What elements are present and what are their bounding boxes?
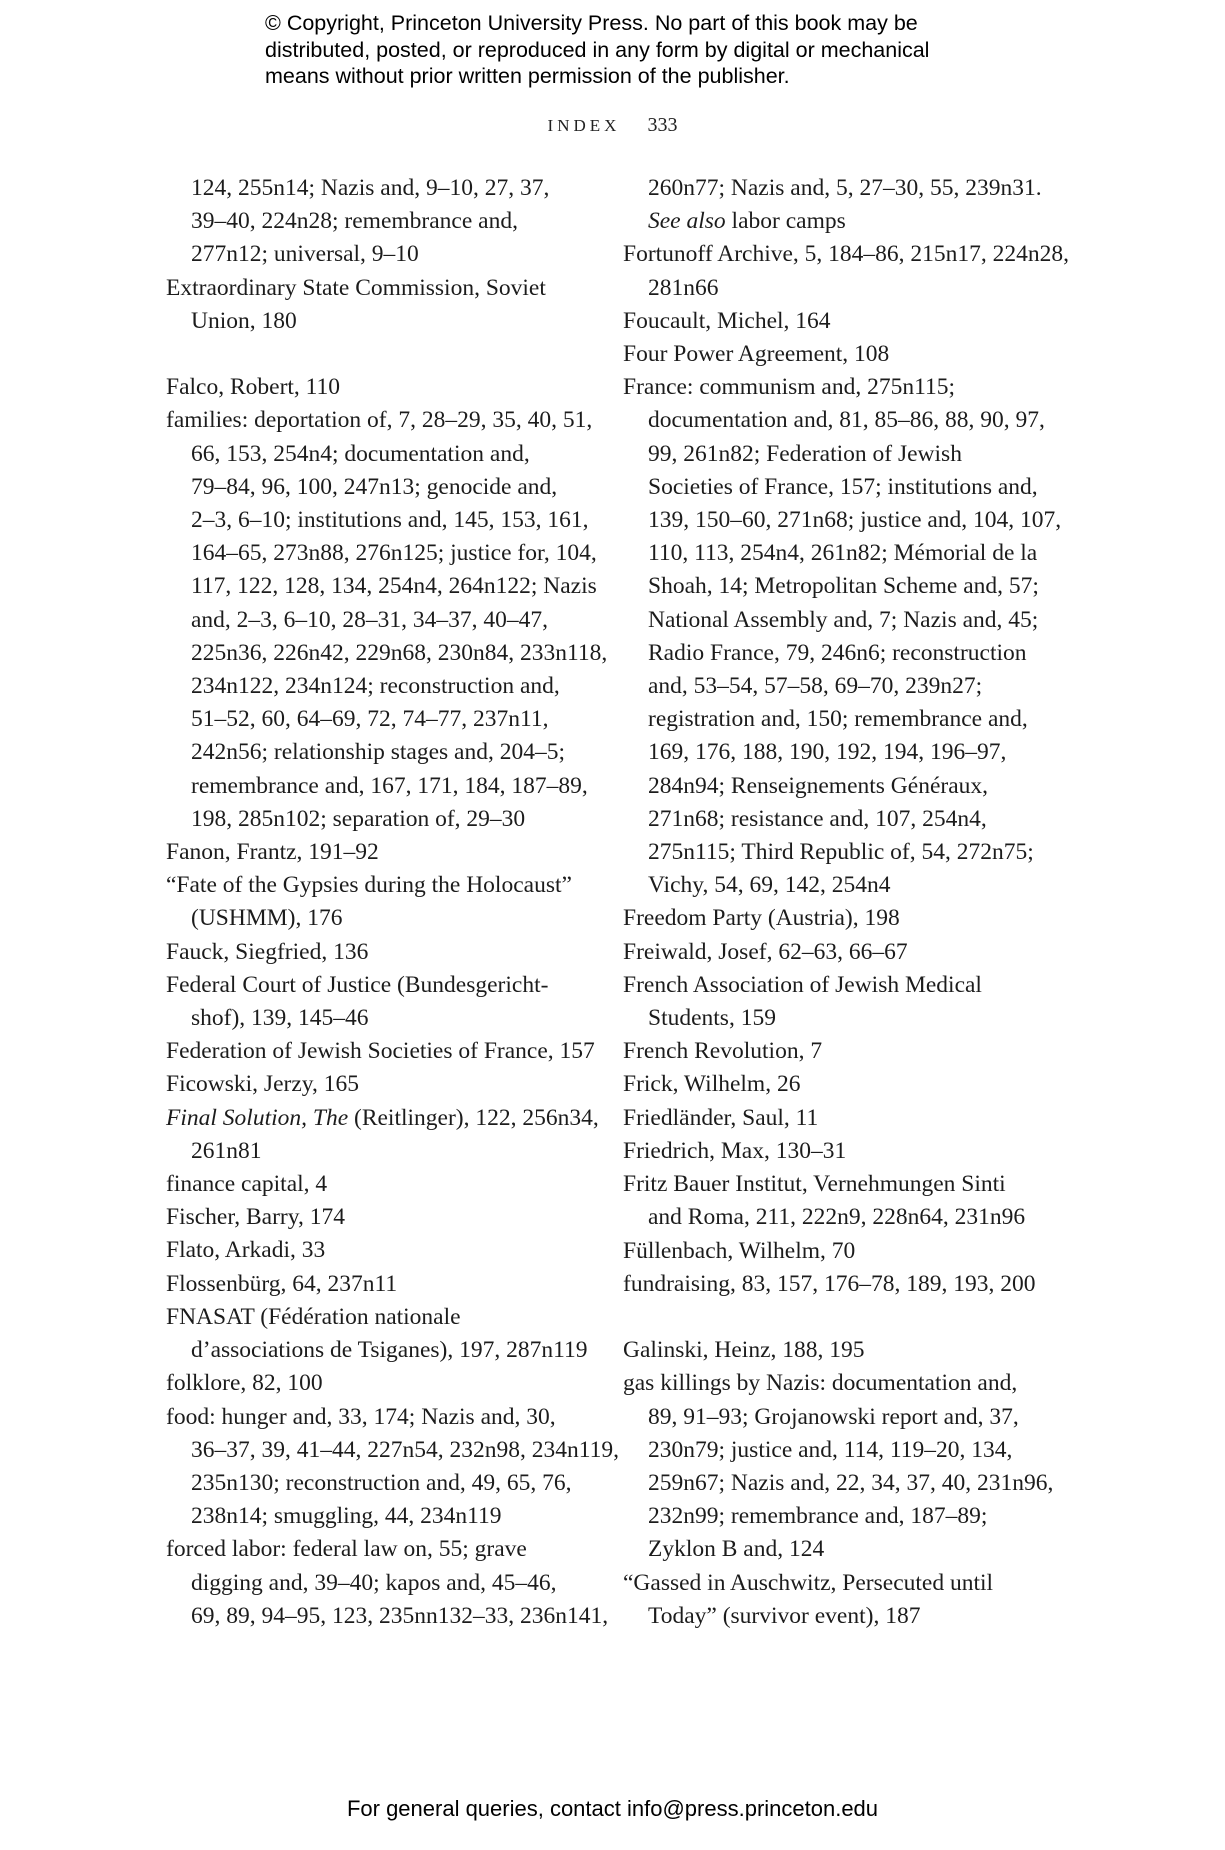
index-entry-text: Four Power Agreement, 108 xyxy=(623,341,890,368)
copyright-line: means without prior written permission of the publisher. xyxy=(265,64,790,88)
index-entry-text: Federation of Jewish Societies of France, 157 xyxy=(166,1038,595,1065)
index-entry-text: Freiwald, Josef, 62–63, 66–67 xyxy=(623,938,908,965)
index-entry xyxy=(623,936,1063,969)
index-entry-continuation xyxy=(166,1567,596,1600)
index-entry xyxy=(623,1235,1063,1268)
index-entry-text: Fritz Bauer Institut, Vernehmungen Sinti xyxy=(623,1171,1006,1198)
index-entry-continuation xyxy=(166,1434,620,1467)
index-entry-continuation xyxy=(166,1135,596,1168)
index-entry-text: 238n14; smuggling, 44, 234n119 xyxy=(191,1503,502,1530)
index-entry xyxy=(623,238,1070,271)
index-entry-text: 69, 89, 94–95, 123, 235nn132–33, 236n141, xyxy=(191,1602,609,1629)
index-entry-continuation xyxy=(166,703,596,736)
index-column-left xyxy=(166,172,620,1633)
index-entry xyxy=(623,371,1063,404)
index-entry-text: finance capital, 4 xyxy=(166,1171,328,1198)
index-entry-text: Extraordinary State Commission, Soviet xyxy=(166,274,546,301)
index-entry xyxy=(623,1035,1063,1068)
index-entry-continuation xyxy=(623,836,1063,869)
index-entry-continuation xyxy=(623,438,1063,471)
index-entry-continuation xyxy=(623,1434,1063,1467)
page-number: 333 xyxy=(647,114,678,136)
index-entry xyxy=(623,305,1063,338)
index-entry-text: France: communism and, 275n115; xyxy=(623,374,955,401)
index-entry-text: fundraising, 83, 157, 176–78, 189, 193, 200 xyxy=(623,1270,1036,1297)
running-head-label: INDEX xyxy=(547,116,621,135)
index-entry-continuation xyxy=(623,1002,1063,1035)
index-entry-text: Fischer, Barry, 174 xyxy=(166,1204,345,1231)
footer-contact xyxy=(0,1796,1225,1822)
index-entry-text: 261n81 xyxy=(191,1137,262,1164)
index-entry-text: Societies of France, 157; institutions and, xyxy=(648,473,1038,500)
index-entry-text: Zyklon B and, 124 xyxy=(648,1536,825,1563)
index-entry xyxy=(166,1068,596,1101)
index-entry-text: Shoah, 14; Metropolitan Scheme and, 57; xyxy=(648,573,1039,600)
index-entry xyxy=(623,338,1063,371)
index-entry xyxy=(623,1334,1063,1367)
index-entry-continuation xyxy=(166,172,596,205)
index-entry-continuation xyxy=(623,637,1063,670)
index-entry xyxy=(166,1168,596,1201)
index-entry-text: 235n130; reconstruction and, 49, 65, 76, xyxy=(191,1469,572,1496)
index-entry xyxy=(166,1035,596,1068)
index-entry-text: 39–40, 224n28; remembrance and, xyxy=(191,208,518,235)
index-entry-text: families: deportation of, 7, 28–29, 35, 40, 51, xyxy=(166,407,593,434)
index-entry-text: Vichy, 54, 69, 142, 254n4 xyxy=(648,872,891,899)
index-entry-text: Fanon, Frantz, 191–92 xyxy=(166,839,379,866)
index-entry-continuation xyxy=(623,1600,1063,1633)
index-entry-continuation xyxy=(623,803,1063,836)
index-entry-text: 281n66 xyxy=(648,274,719,301)
index-entry-text: digging and, 39–40; kapos and, 45–46, xyxy=(191,1569,557,1596)
index-column-right xyxy=(623,172,1070,1633)
index-entry-text: 36–37, 39, 41–44, 227n54, 232n98, 234n119, xyxy=(191,1436,620,1463)
index-entry-continuation xyxy=(166,570,596,603)
index-entry-continuation xyxy=(623,770,1063,803)
letter-section-gap xyxy=(623,1301,1063,1334)
letter-section-gap xyxy=(166,338,596,371)
index-entry-continuation xyxy=(623,404,1063,437)
index-entry xyxy=(166,969,596,1002)
index-entry xyxy=(623,1102,1063,1135)
index-entry-text: gas killings by Nazis: documentation and, xyxy=(623,1370,1018,1397)
index-entry xyxy=(623,902,1063,935)
index-entry-text: (Reitlinger), 122, 256n34, xyxy=(348,1104,599,1131)
index-entry xyxy=(623,1135,1063,1168)
index-entry-text: 230n79; justice and, 114, 119–20, 134, xyxy=(648,1436,1013,1463)
index-entry-continuation xyxy=(166,803,596,836)
index-entry-text: food: hunger and, 33, 174; Nazis and, 30, xyxy=(166,1403,556,1430)
index-entry-text: Galinski, Heinz, 188, 195 xyxy=(623,1337,865,1364)
index-entry-text: Union, 180 xyxy=(191,307,297,334)
index-entry-continuation xyxy=(623,570,1063,603)
index-entry-continuation xyxy=(623,1533,1063,1566)
index-entry-text: 260n77; Nazis and, 5, 27–30, 55, 239n31. xyxy=(648,175,1042,201)
index-entry-text: Radio France, 79, 246n6; reconstruction xyxy=(648,639,1027,666)
index-entry-text: and Roma, 211, 222n9, 228n64, 231n96 xyxy=(648,1204,1026,1231)
index-entry-text: Friedländer, Saul, 11 xyxy=(623,1104,819,1131)
index-entry-continuation xyxy=(623,869,1063,902)
index-entry xyxy=(166,936,596,969)
index-entry-continuation xyxy=(166,537,596,570)
index-entry-continuation xyxy=(166,504,596,537)
index-entry-continuation xyxy=(623,471,1063,504)
index-entry xyxy=(166,1533,596,1566)
index-entry-italic: Final Solution, The xyxy=(166,1104,349,1131)
index-entry-text: 284n94; Renseignements Généraux, xyxy=(648,772,989,799)
index-entry-continuation xyxy=(166,238,596,271)
index-entry-text: Federal Court of Justice (Bundesgericht- xyxy=(166,971,549,998)
index-entry xyxy=(166,1201,596,1234)
index-entry-continuation xyxy=(623,604,1063,637)
index-entry-continuation xyxy=(623,1401,1063,1434)
index-entry-text: Fortunoff Archive, 5, 184–86, 215n17, 224n28, xyxy=(623,241,1070,268)
index-entry-text: 79–84, 96, 100, 247n13; genocide and, xyxy=(191,473,558,500)
index-entry xyxy=(623,1367,1063,1400)
index-entry-continuation xyxy=(166,1002,596,1035)
index-entry xyxy=(166,1268,596,1301)
index-entry-text: Flossenbürg, 64, 237n11 xyxy=(166,1270,398,1297)
index-entry-text: and, 2–3, 6–10, 28–31, 34–37, 40–47, xyxy=(191,606,549,633)
index-entry-continuation xyxy=(623,537,1063,570)
index-entry xyxy=(166,1401,596,1434)
index-entry-continuation xyxy=(166,1600,609,1633)
index-entry-text: French Revolution, 7 xyxy=(623,1038,823,1065)
index-entry-text: National Assembly and, 7; Nazis and, 45; xyxy=(648,606,1039,633)
index-entry-text: (USHMM), 176 xyxy=(191,905,343,932)
index-entry-text: 198, 285n102; separation of, 29–30 xyxy=(191,805,526,832)
index-entry-continuation xyxy=(623,703,1063,736)
index-entry-text: “Fate of the Gypsies during the Holocaust” xyxy=(166,872,572,899)
index-entry-continuation xyxy=(623,1467,1063,1500)
index-entry-text: French Association of Jewish Medical xyxy=(623,971,982,998)
index-entry-continuation xyxy=(623,172,1063,205)
index-entry-text: and, 53–54, 57–58, 69–70, 239n27; xyxy=(648,673,983,700)
index-entry-italic: See also xyxy=(648,208,726,235)
index-entry-text: 225n36, 226n42, 229n68, 230n84, 233n118, xyxy=(191,639,608,666)
index-entry-continuation xyxy=(623,504,1063,537)
index-entry-text: 2–3, 6–10; institutions and, 145, 153, 161, xyxy=(191,507,589,534)
index-entry-text: Ficowski, Jerzy, 165 xyxy=(166,1071,359,1098)
index-entry-text: 169, 176, 188, 190, 192, 194, 196–97, xyxy=(648,739,1007,766)
index-entry xyxy=(623,1268,1063,1301)
index-entry-text: Friedrich, Max, 130–31 xyxy=(623,1137,847,1164)
index-entry-text: Freedom Party (Austria), 198 xyxy=(623,905,900,932)
index-entry-text: 275n115; Third Republic of, 54, 272n75; xyxy=(648,839,1034,866)
index-entry-text: 110, 113, 254n4, 261n82; Mémorial de la xyxy=(648,540,1038,567)
index-entry-continuation xyxy=(166,1467,596,1500)
copyright-notice xyxy=(265,10,1025,90)
index-entry-text: 66, 153, 254n4; documentation and, xyxy=(191,440,530,467)
index-entry-text: Foucault, Michel, 164 xyxy=(623,307,831,334)
index-entry-text: shof), 139, 145–46 xyxy=(191,1005,369,1032)
index-entry xyxy=(166,869,596,902)
index-entry-continuation xyxy=(166,637,608,670)
index-entry-text: folklore, 82, 100 xyxy=(166,1370,323,1397)
index-entry xyxy=(166,836,596,869)
index-entry-text: 124, 255n14; Nazis and, 9–10, 27, 37, xyxy=(191,175,550,201)
index-entry xyxy=(623,969,1063,1002)
index-entry-text: documentation and, 81, 85–86, 88, 90, 97, xyxy=(648,407,1045,434)
index-entry-text: Today” (survivor event), 187 xyxy=(648,1602,921,1629)
index-entry-text: 164–65, 273n88, 276n125; justice for, 104, xyxy=(191,540,597,567)
index-entry xyxy=(166,1367,596,1400)
index-entry-text: remembrance and, 167, 171, 184, 187–89, xyxy=(191,772,588,799)
index-entry-text: 51–52, 60, 64–69, 72, 74–77, 237n11, xyxy=(191,706,549,733)
index-entry xyxy=(623,1567,1063,1600)
index-entry-continuation xyxy=(166,471,596,504)
index-entry xyxy=(166,1301,596,1334)
index-entry-continuation xyxy=(623,272,1063,305)
index-entry-text: “Gassed in Auschwitz, Persecuted until xyxy=(623,1569,994,1596)
index-entry-text: 242n56; relationship stages and, 204–5; xyxy=(191,739,565,766)
index-entry-continuation xyxy=(166,438,596,471)
index-entry-text: Fauck, Siegfried, 136 xyxy=(166,938,369,965)
index-entry-continuation xyxy=(623,670,1063,703)
index-entry-continuation xyxy=(166,1500,596,1533)
index-entry-continuation xyxy=(166,736,596,769)
index-entry-text: labor camps xyxy=(725,208,846,235)
index-entry-text: Falco, Robert, 110 xyxy=(166,374,341,401)
index-entry-continuation xyxy=(166,604,596,637)
index-entry-continuation xyxy=(166,670,596,703)
index-entry-continuation xyxy=(166,205,596,238)
index-entry-text: 117, 122, 128, 134, 254n4, 264n122; Nazis xyxy=(191,573,597,600)
index-entry-continuation xyxy=(623,1201,1063,1234)
index-entry-text: Flato, Arkadi, 33 xyxy=(166,1237,326,1264)
index-entry xyxy=(166,1234,596,1267)
index-entry xyxy=(166,1102,599,1135)
index-entry-continuation xyxy=(166,1334,596,1367)
index-entry xyxy=(623,1168,1063,1201)
index-entry-text: forced labor: federal law on, 55; grave xyxy=(166,1536,527,1563)
index-entry-text: 139, 150–60, 271n68; justice and, 104, 107, xyxy=(648,507,1062,534)
index-entry-continuation xyxy=(166,305,596,338)
index-entry-text: Frick, Wilhelm, 26 xyxy=(623,1071,801,1098)
copyright-line: © Copyright, Princeton University Press. No part of this book may be xyxy=(265,11,918,35)
index-entry-text: 234n122, 234n124; reconstruction and, xyxy=(191,673,560,700)
index-entry-text: FNASAT (Fédération nationale xyxy=(166,1303,461,1330)
index-entry-continuation xyxy=(623,205,1063,238)
copyright-line: distributed, posted, or reproduced in any form by digital or mechanical xyxy=(265,37,930,62)
index-entry-continuation xyxy=(166,902,596,935)
index-entry-continuation xyxy=(623,736,1063,769)
index-entry xyxy=(623,1068,1063,1101)
index-entry-text: 277n12; universal, 9–10 xyxy=(191,241,419,268)
index-entry xyxy=(166,404,596,437)
index-entry xyxy=(166,371,596,404)
index-entry-text: registration and, 150; remembrance and, xyxy=(648,706,1028,733)
index-entry-text: 89, 91–93; Grojanowski report and, 37, xyxy=(648,1403,1019,1430)
index-entry-text: 259n67; Nazis and, 22, 34, 37, 40, 231n96, xyxy=(648,1469,1054,1496)
index-entry-continuation xyxy=(623,1500,1063,1533)
index-entry-text: d’associations de Tsiganes), 197, 287n119 xyxy=(191,1337,588,1364)
index-entry-text: Füllenbach, Wilhelm, 70 xyxy=(623,1237,856,1264)
index-entry-text: 271n68; resistance and, 107, 254n4, xyxy=(648,805,987,832)
footer-text: For general queries, contact info@press.princeton.edu xyxy=(346,1796,879,1821)
index-entry-text: Students, 159 xyxy=(648,1005,776,1032)
index-entry-text: 99, 261n82; Federation of Jewish xyxy=(648,440,962,467)
index-entry xyxy=(166,272,596,305)
index-entry-continuation xyxy=(166,770,596,803)
index-entry-text: 232n99; remembrance and, 187–89; xyxy=(648,1503,988,1530)
running-head xyxy=(0,114,1225,137)
